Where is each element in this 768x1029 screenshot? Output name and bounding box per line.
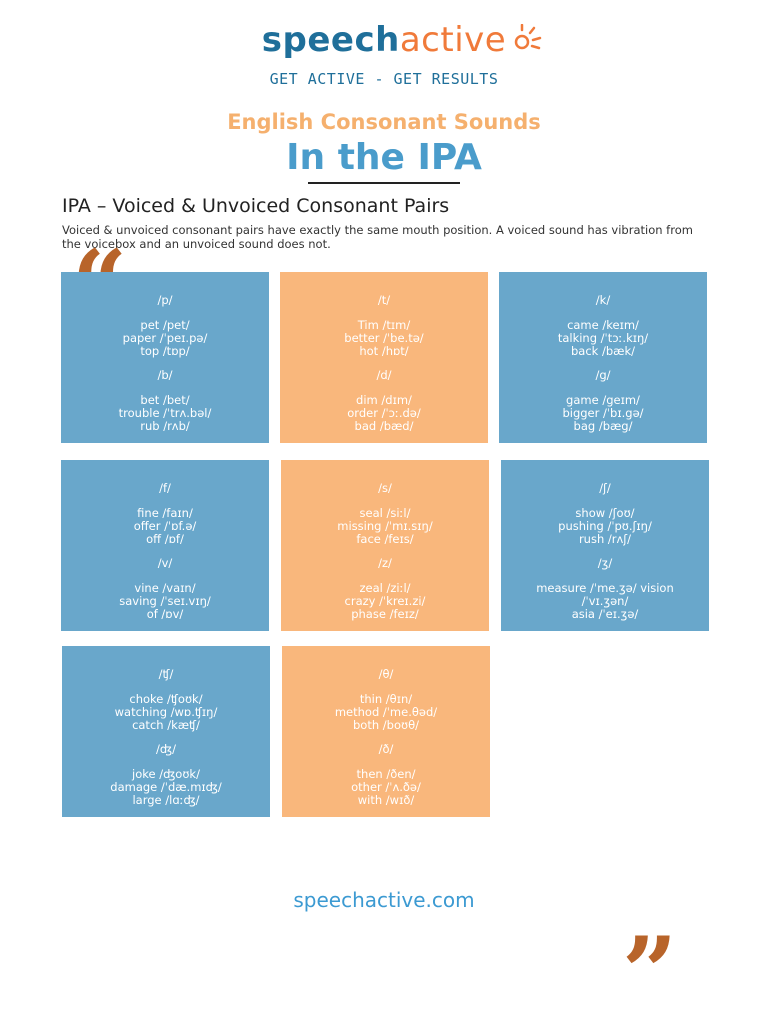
example-word: dim /dɪm/ bbox=[356, 393, 412, 407]
example-word: bag /bæg/ bbox=[573, 419, 633, 433]
example-word: pushing /ˈpʊ.ʃɪŋ/ bbox=[558, 519, 652, 533]
example-word: saving /ˈseɪ.vɪŋ/ bbox=[119, 594, 211, 608]
example-word: vine /vaɪn/ bbox=[134, 581, 196, 595]
example-word: paper /ˈpeɪ.pə/ bbox=[122, 331, 208, 345]
example-word: then /ðen/ bbox=[356, 767, 416, 781]
example-word: Tim /tɪm/ bbox=[357, 318, 411, 332]
example-word: order /ˈɔː.də/ bbox=[347, 406, 421, 420]
logo-active: active bbox=[399, 20, 507, 60]
intro-text: Voiced & unvoiced consonant pairs have exactly the same mouth position. A voiced sound has vibration from the voicebox and an unvoiced sound does not. bbox=[62, 223, 693, 251]
example-word: game /geɪm/ bbox=[566, 393, 640, 407]
ipa-symbol: /ʃ/ bbox=[599, 481, 611, 495]
example-word: other /ˈʌ.ðə/ bbox=[351, 780, 421, 794]
example-word: watching /wɒ.ʧɪŋ/ bbox=[114, 705, 218, 719]
ipa-symbol: /g/ bbox=[595, 368, 611, 382]
sound-card bbox=[280, 272, 488, 443]
example-word: missing /ˈmɪ.sɪŋ/ bbox=[337, 519, 433, 533]
example-word: damage /ˈdæ.mɪʤ/ bbox=[110, 780, 222, 794]
ipa-symbol: /ʧ/ bbox=[158, 667, 174, 681]
example-word: seal /siːl/ bbox=[359, 506, 411, 520]
ipa-symbol: /d/ bbox=[376, 368, 392, 382]
ipa-symbol: /f/ bbox=[159, 481, 171, 495]
ipa-symbol: /z/ bbox=[378, 556, 392, 570]
tagline: GET ACTIVE - GET RESULTS bbox=[269, 70, 499, 88]
example-word: crazy /ˈkreɪ.zi/ bbox=[344, 594, 426, 608]
example-word: method /ˈme.θəd/ bbox=[334, 705, 438, 719]
sun-icon bbox=[512, 24, 544, 52]
example-word: of /ɒv/ bbox=[146, 607, 184, 621]
subtitle: English Consonant Sounds bbox=[227, 110, 541, 134]
example-word: both /boʊθ/ bbox=[352, 718, 419, 732]
sound-card bbox=[281, 460, 489, 631]
example-word: with /wɪð/ bbox=[357, 793, 415, 807]
logo-speech: speech bbox=[261, 20, 400, 60]
ipa-symbol: /v/ bbox=[157, 556, 173, 570]
sound-card bbox=[62, 646, 270, 817]
sound-card bbox=[61, 272, 269, 443]
ipa-symbol: /s/ bbox=[378, 481, 392, 495]
close-quote-icon: ” bbox=[622, 916, 678, 1029]
example-word: bigger /ˈbɪ.gə/ bbox=[562, 406, 644, 420]
example-word: catch /kæʧ/ bbox=[132, 718, 200, 732]
page-title: In the IPA bbox=[286, 137, 482, 178]
ipa-symbol: /t/ bbox=[377, 293, 391, 307]
example-word: bet /bet/ bbox=[140, 393, 190, 407]
example-word: offer /ˈɒf.ə/ bbox=[133, 519, 197, 533]
ipa-symbol: /θ/ bbox=[378, 667, 394, 681]
example-word: bad /bæd/ bbox=[354, 419, 414, 433]
sound-card bbox=[282, 646, 490, 817]
example-word: thin /θɪn/ bbox=[359, 692, 413, 706]
example-word: measure /ˈme.ʒə/ vision bbox=[536, 581, 674, 595]
example-word: asia /ˈeɪ.ʒə/ bbox=[571, 607, 639, 621]
example-word: talking /ˈtɔː.kɪŋ/ bbox=[557, 331, 649, 345]
example-word: zeal /ziːl/ bbox=[359, 581, 411, 595]
example-word: trouble /ˈtrʌ.bəl/ bbox=[118, 406, 212, 420]
example-word: face /feɪs/ bbox=[356, 532, 414, 546]
example-word: came /keɪm/ bbox=[567, 318, 639, 332]
example-word: phase /feɪz/ bbox=[351, 607, 419, 621]
sound-card bbox=[501, 460, 709, 631]
ipa-symbol: /ʤ/ bbox=[156, 742, 176, 756]
section-heading: IPA – Voiced & Unvoiced Consonant Pairs bbox=[62, 195, 450, 217]
ipa-symbol: /ð/ bbox=[378, 742, 394, 756]
logo bbox=[0, 20, 768, 60]
example-word: top /tɒp/ bbox=[140, 344, 190, 358]
example-word: show /ʃoʊ/ bbox=[575, 506, 635, 520]
sound-card bbox=[499, 272, 707, 443]
ipa-symbol: /b/ bbox=[157, 368, 173, 382]
example-word: joke /ʤoʊk/ bbox=[132, 767, 200, 781]
example-word: /ˈvɪ.ʒən/ bbox=[581, 594, 629, 608]
ipa-symbol: /k/ bbox=[595, 293, 611, 307]
example-word: rub /rʌb/ bbox=[140, 419, 190, 433]
ipa-symbol: /p/ bbox=[157, 293, 173, 307]
example-word: better /ˈbe.tə/ bbox=[344, 331, 424, 345]
example-word: rush /rʌʃ/ bbox=[578, 532, 632, 546]
sound-card bbox=[61, 460, 269, 631]
example-word: hot /hɒt/ bbox=[359, 344, 409, 358]
ipa-symbol: /ʒ/ bbox=[597, 556, 613, 570]
example-word: back /bæk/ bbox=[571, 344, 635, 358]
example-word: fine /faɪn/ bbox=[137, 506, 193, 520]
title-divider bbox=[308, 182, 460, 184]
example-word: large /lɑːʤ/ bbox=[132, 793, 200, 807]
footer-url-link[interactable]: speechactive.com bbox=[293, 888, 475, 912]
example-word: choke /ʧoʊk/ bbox=[129, 692, 203, 706]
example-word: pet /pet/ bbox=[140, 318, 190, 332]
example-word: off /ɒf/ bbox=[146, 532, 184, 546]
